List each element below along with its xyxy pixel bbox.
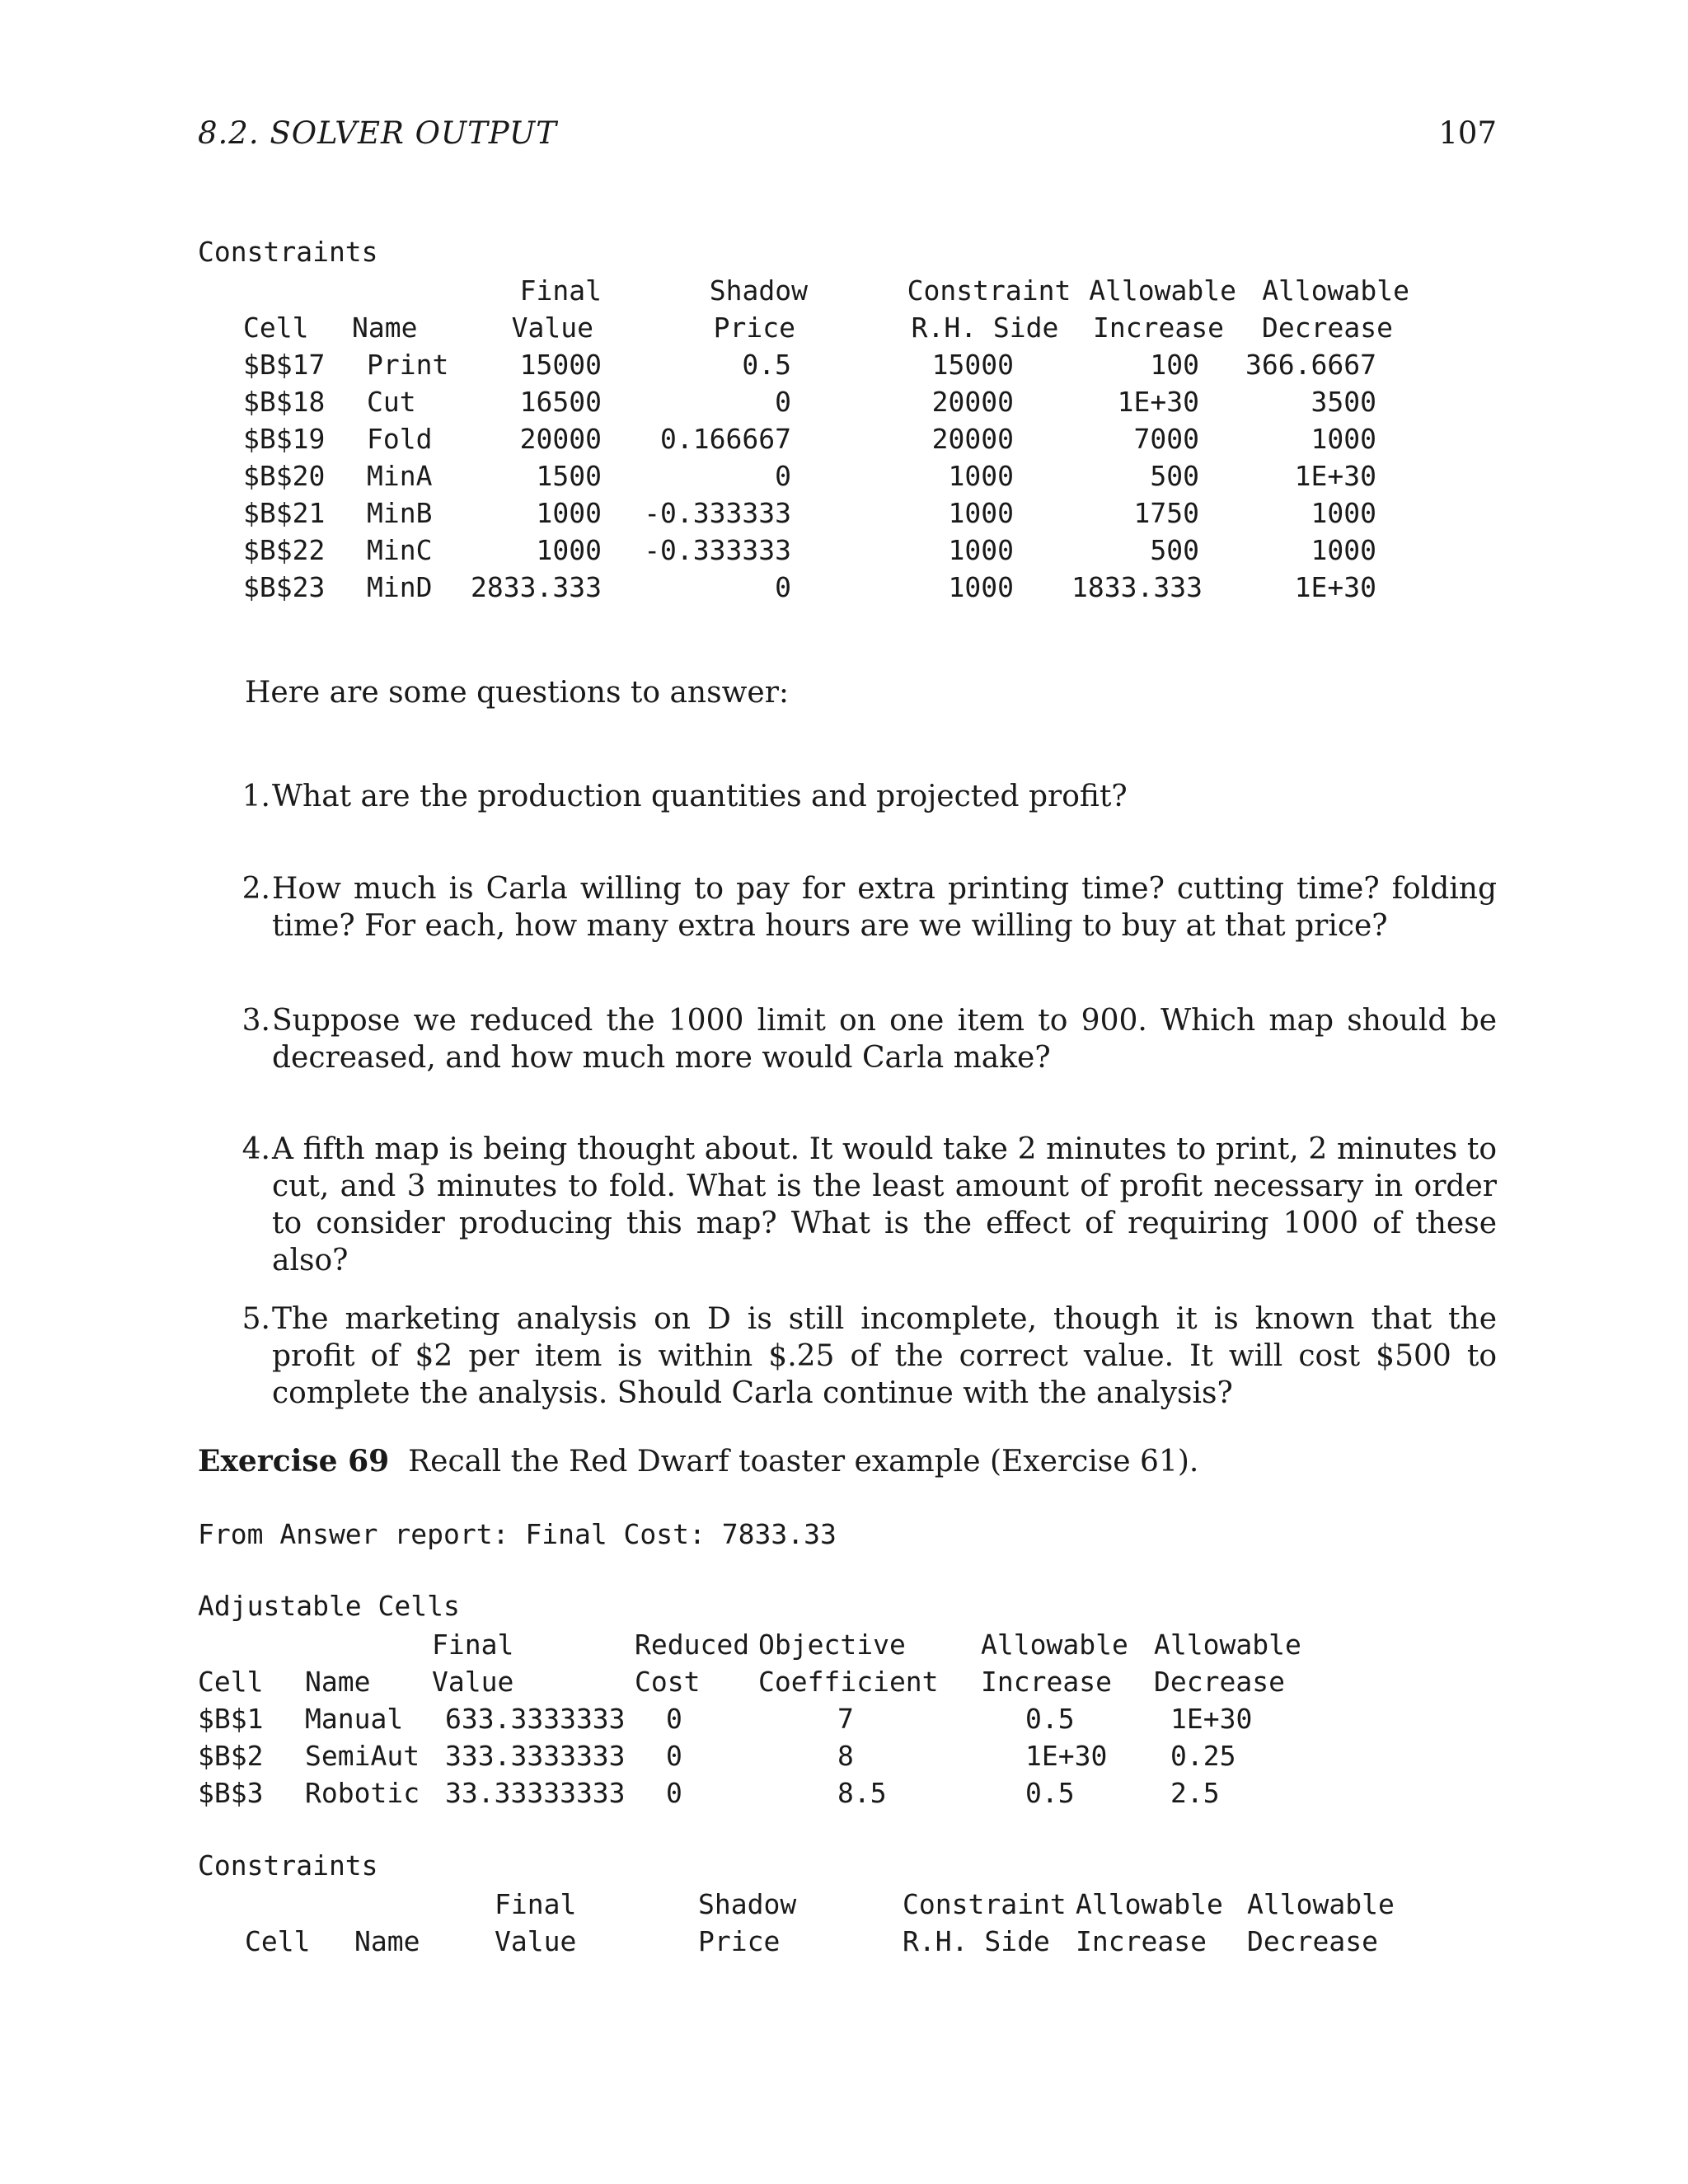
constraints-label-1: Constraints (198, 236, 378, 268)
ct1-cell: 1E+30 (1117, 386, 1199, 418)
question-number: 1. (241, 780, 270, 813)
adj-cell: 7 (837, 1703, 854, 1735)
ct1-cell: 1000 (536, 497, 602, 529)
adj-cell: $B$1 (198, 1703, 264, 1735)
question-number: 2. (241, 872, 270, 906)
ct1-header-2-0: Cell (243, 312, 309, 344)
answer-report-line: From Answer report: Final Cost: 7833.33 (198, 1518, 837, 1550)
ct1-cell: MinA (367, 460, 433, 492)
adj-header-2-2: Value (432, 1666, 514, 1698)
ct2-header-2-6: Decrease (1247, 1925, 1378, 1957)
ct1-header-1-3: Shadow (709, 274, 808, 307)
adj-header-2-4: Coefficient (758, 1666, 939, 1698)
ct1-header-1-6: Allowable (1262, 274, 1409, 307)
question-text: A fifth map is being thought about. It would take 2 minutes to print, 2 minutes to cut, and 3 minutes to fold. What is the least amount of profit necessary in order to consider producing this map? What is the effect of requiring 1000 of these also? (272, 1132, 1497, 1277)
ct1-cell: 3500 (1311, 386, 1376, 418)
ct1-cell: -0.333333 (644, 534, 791, 566)
exercise-text: Recall the Red Dwarf toaster example (Exercise 61). (408, 1445, 1199, 1479)
ct1-cell: 0 (775, 460, 791, 492)
ct1-cell: -0.333333 (644, 497, 791, 529)
adj-cell: 0 (666, 1703, 682, 1735)
ct1-cell: $B$22 (243, 534, 326, 566)
adj-cell: Robotic (305, 1777, 420, 1809)
ct1-cell: 1000 (948, 460, 1014, 492)
ct1-cell: Fold (367, 423, 433, 455)
ct1-cell: MinB (367, 497, 433, 529)
ct1-cell: 1000 (1311, 534, 1376, 566)
adj-cell: $B$2 (198, 1740, 264, 1772)
ct2-header-2-1: Name (354, 1925, 420, 1957)
ct2-header-2-0: Cell (245, 1925, 311, 1957)
ct1-cell: $B$18 (243, 386, 326, 418)
question-number: 3. (241, 1004, 270, 1038)
adj-cell: 8 (837, 1740, 854, 1772)
ct1-cell: $B$21 (243, 497, 326, 529)
adj-cell: 0 (666, 1740, 682, 1772)
ct2-header-2-4: R.H. Side (903, 1925, 1050, 1957)
adj-cell: 1E+30 (1025, 1740, 1108, 1772)
adj-cell: SemiAut (305, 1740, 420, 1772)
adj-header-2-1: Name (305, 1666, 371, 1698)
adj-cell: 0.5 (1025, 1777, 1075, 1809)
ct1-header-2-4: R.H. Side (911, 312, 1059, 344)
ct1-cell: 20000 (931, 386, 1014, 418)
ct1-header-1-4: Constraint (907, 274, 1071, 307)
adj-cell: 633.3333333 (445, 1703, 626, 1735)
ct1-cell: MinD (367, 571, 433, 603)
ct1-cell: $B$20 (243, 460, 326, 492)
ct1-cell: Cut (367, 386, 416, 418)
adj-header-1-4: Objective (758, 1629, 906, 1661)
adj-cell: Manual (305, 1703, 404, 1735)
adj-header-1-3: Reduced (635, 1629, 750, 1661)
ct1-cell: $B$17 (243, 349, 326, 381)
ct1-header-2-1: Name (352, 312, 418, 344)
question-text: What are the production quantities and projected profit? (272, 780, 1128, 813)
ct1-header-2-2: Value (511, 312, 593, 344)
adjustable-cells-label: Adjustable Cells (198, 1590, 460, 1622)
ct1-cell: 20000 (931, 423, 1014, 455)
adj-cell: 33.33333333 (445, 1777, 626, 1809)
adj-cell: 8.5 (837, 1777, 887, 1809)
ct1-cell: 20000 (519, 423, 602, 455)
ct1-cell: 15000 (519, 349, 602, 381)
ct1-cell: 100 (1150, 349, 1199, 381)
running-title: 8.2. SOLVER OUTPUT (198, 115, 557, 151)
ct1-cell: Print (367, 349, 449, 381)
ct1-header-1-5: Allowable (1089, 274, 1236, 307)
question-text: The marketing analysis on D is still incomplete, though it is known that the profit of $2 per item is within $.25 of the correct value. It will cost $500 to complete the analysis. Should Carla continue with the analysis? (272, 1302, 1497, 1410)
questions-intro: Here are some questions to answer: (245, 676, 790, 710)
ct1-cell: 1000 (948, 571, 1014, 603)
question-text: Suppose we reduced the 1000 limit on one item to 900. Which map should be decreased, and how much more would Carla make? (272, 1004, 1497, 1075)
exercise-label: Exercise 69 (198, 1444, 390, 1479)
adj-header-1-5: Allowable (981, 1629, 1128, 1661)
ct1-cell: 16500 (519, 386, 602, 418)
ct1-cell: 1E+30 (1294, 460, 1376, 492)
ct1-header-2-3: Price (713, 312, 795, 344)
constraints-label-2: Constraints (198, 1849, 378, 1882)
ct1-cell: 1E+30 (1294, 571, 1376, 603)
ct1-cell: 0 (775, 571, 791, 603)
ct1-cell: 1000 (536, 534, 602, 566)
ct1-cell: 0.5 (742, 349, 791, 381)
adj-cell: 2.5 (1170, 1777, 1220, 1809)
ct1-header-2-6: Decrease (1262, 312, 1393, 344)
adj-header-2-5: Increase (981, 1666, 1112, 1698)
ct1-cell: 1500 (536, 460, 602, 492)
ct2-header-1-6: Allowable (1247, 1888, 1395, 1920)
ct1-cell: 1000 (1311, 423, 1376, 455)
ct2-header-1-3: Shadow (698, 1888, 797, 1920)
ct1-cell: 366.6667 (1245, 349, 1376, 381)
ct1-cell: 500 (1150, 460, 1199, 492)
adj-cell: 0.25 (1170, 1740, 1236, 1772)
ct2-header-2-3: Price (698, 1925, 781, 1957)
question-number: 5. (241, 1302, 270, 1336)
adj-cell: 0.5 (1025, 1703, 1075, 1735)
adj-header-2-0: Cell (198, 1666, 264, 1698)
ct2-header-1-2: Final (495, 1888, 577, 1920)
adj-cell: 333.3333333 (445, 1740, 626, 1772)
ct1-cell: 1000 (948, 534, 1014, 566)
ct1-cell: 1000 (948, 497, 1014, 529)
adj-header-2-6: Decrease (1154, 1666, 1285, 1698)
ct1-cell: $B$23 (243, 571, 326, 603)
question-number: 4. (241, 1132, 270, 1166)
adj-cell: 0 (666, 1777, 682, 1809)
adj-cell: 1E+30 (1170, 1703, 1253, 1735)
adj-header-2-3: Cost (635, 1666, 701, 1698)
ct1-cell: $B$19 (243, 423, 326, 455)
page-number: 107 (1438, 115, 1497, 151)
adj-cell: $B$3 (198, 1777, 264, 1809)
ct1-cell: 1000 (1311, 497, 1376, 529)
ct1-cell: 0.166667 (660, 423, 791, 455)
adj-header-1-2: Final (432, 1629, 514, 1661)
exercise-heading (198, 1444, 1198, 1479)
adj-header-1-6: Allowable (1154, 1629, 1301, 1661)
ct2-header-2-5: Increase (1076, 1925, 1207, 1957)
ct1-cell: 7000 (1133, 423, 1199, 455)
ct2-header-2-2: Value (495, 1925, 577, 1957)
ct1-cell: 1750 (1133, 497, 1199, 529)
ct1-cell: 1833.333 (1071, 571, 1203, 603)
ct1-cell: 500 (1150, 534, 1199, 566)
ct1-cell: 2833.333 (471, 571, 602, 603)
ct1-header-1-2: Final (519, 274, 602, 307)
ct1-cell: MinC (367, 534, 433, 566)
ct1-header-2-5: Increase (1093, 312, 1224, 344)
ct2-header-1-5: Allowable (1076, 1888, 1223, 1920)
ct1-cell: 15000 (931, 349, 1014, 381)
question-text: How much is Carla willing to pay for extra printing time? cutting time? folding time? For each, how many extra hours are we willing to buy at that price? (272, 872, 1497, 943)
ct2-header-1-4: Constraint (903, 1888, 1067, 1920)
running-head (198, 115, 1497, 155)
ct1-cell: 0 (775, 386, 791, 418)
